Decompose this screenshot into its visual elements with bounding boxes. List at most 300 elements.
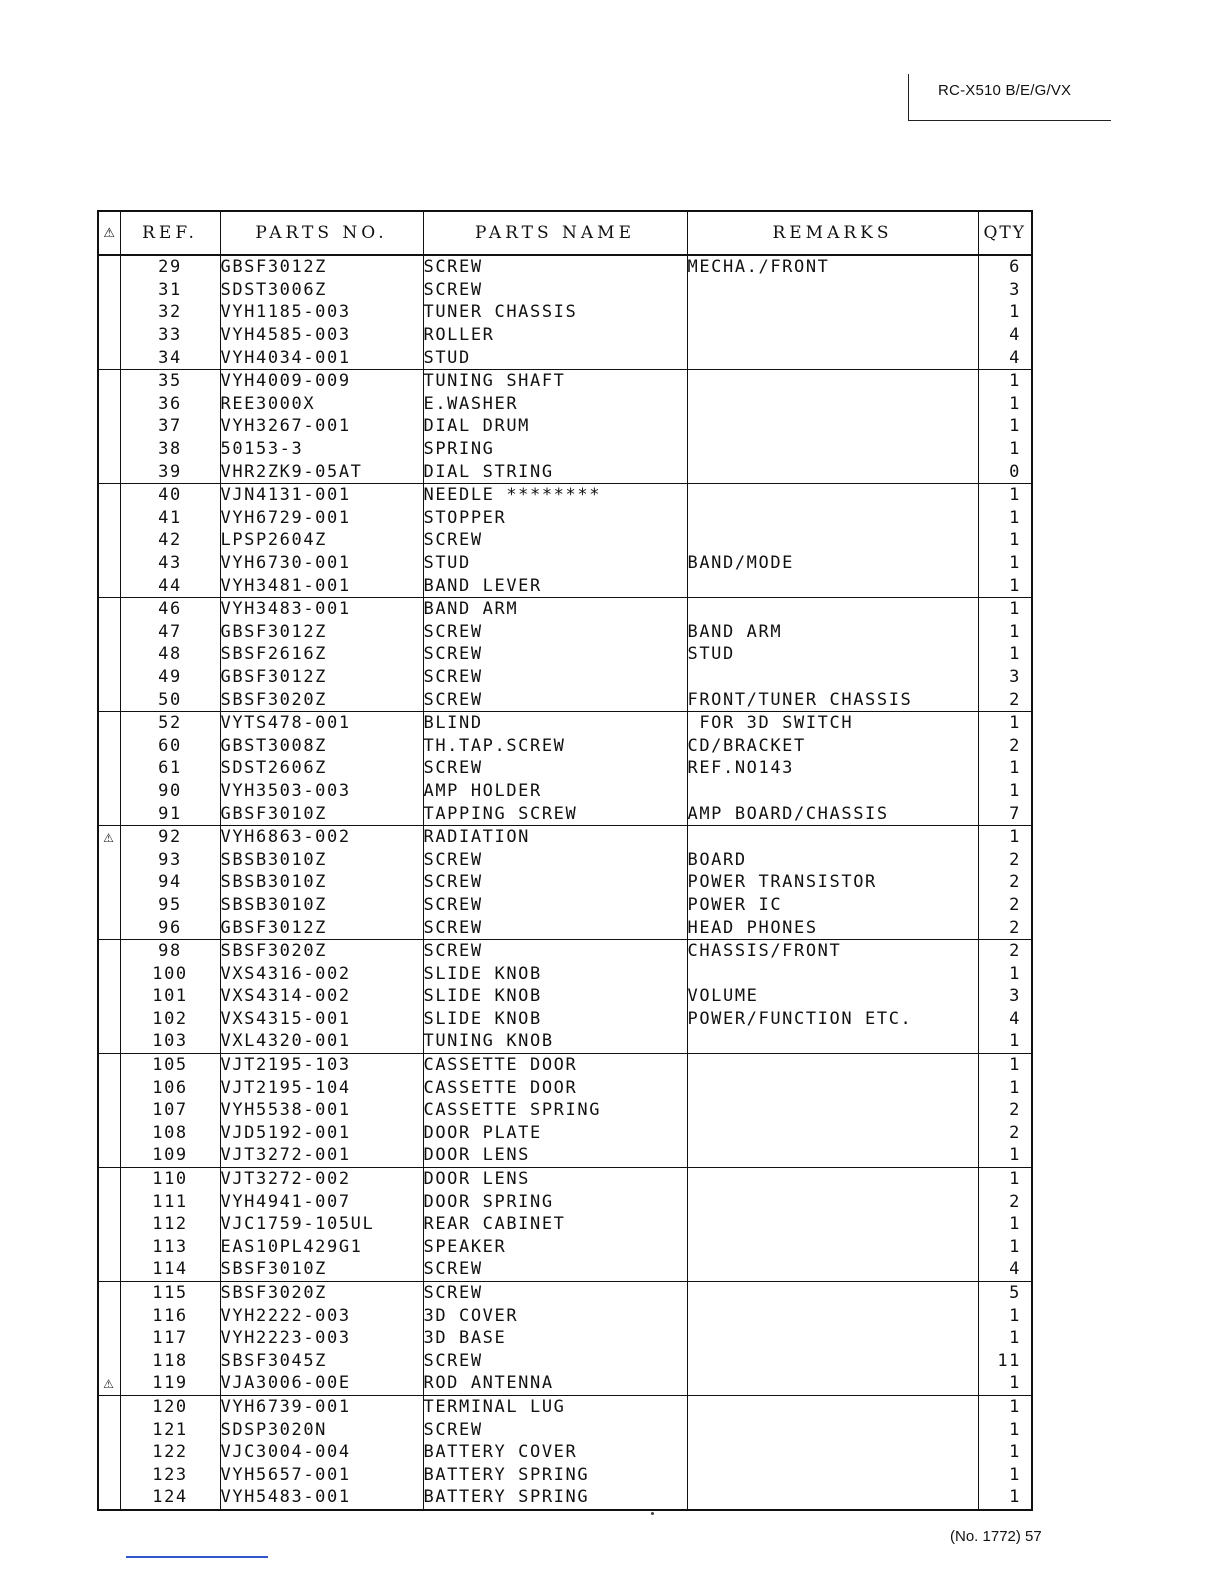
qty-cell: 2: [978, 1122, 1032, 1145]
qty-cell: 1: [978, 1236, 1032, 1259]
qty-cell: 2: [978, 1099, 1032, 1122]
parts-no-cell: GBSF3012Z: [220, 916, 423, 939]
parts-name-cell: BATTERY SPRING: [423, 1486, 687, 1510]
ref-cell: 119: [120, 1372, 220, 1395]
parts-no-cell: VYH4034-001: [220, 346, 423, 369]
table-row: [98, 962, 1032, 985]
qty-cell: 1: [978, 643, 1032, 666]
remarks-cell: [687, 666, 978, 689]
ref-cell: 36: [120, 393, 220, 416]
parts-no-cell: VYH3503-003: [220, 780, 423, 803]
table-row: [98, 1236, 1032, 1259]
remarks-cell: [687, 483, 978, 506]
page-number: (No. 1772) 57: [950, 1528, 1042, 1545]
remarks-cell: [687, 1327, 978, 1350]
ref-cell: 31: [120, 279, 220, 302]
safety-mark-icon: ⚠: [98, 825, 120, 848]
table-row: [98, 643, 1032, 666]
ref-header: REF.: [120, 211, 220, 255]
parts-no-cell: VJT2195-104: [220, 1076, 423, 1099]
parts-no-cell: GBSF3012Z: [220, 621, 423, 644]
table-row: [98, 597, 1032, 620]
remarks-cell: [687, 438, 978, 461]
ref-cell: 109: [120, 1144, 220, 1167]
qty-cell: 1: [978, 962, 1032, 985]
parts-no-cell: SBSB3010Z: [220, 894, 423, 917]
parts-name-cell: TUNING SHAFT: [423, 369, 687, 392]
safety-mark-icon: [98, 1350, 120, 1373]
safety-mark-icon: [98, 688, 120, 711]
safety-mark-icon: [98, 711, 120, 734]
remarks-cell: POWER/FUNCTION ETC.: [687, 1008, 978, 1031]
ref-cell: 98: [120, 939, 220, 962]
parts-no-cell: VJT3272-002: [220, 1167, 423, 1190]
parts-name-cell: SCREW: [423, 1281, 687, 1304]
parts-no-cell: VYTS478-001: [220, 711, 423, 734]
parts-name-cell: SCREW: [423, 688, 687, 711]
parts-name-cell: SCREW: [423, 757, 687, 780]
ref-cell: 90: [120, 780, 220, 803]
parts-name-cell: CASSETTE DOOR: [423, 1076, 687, 1099]
qty-cell: 6: [978, 255, 1032, 279]
ref-cell: 122: [120, 1441, 220, 1464]
table-row: [98, 1030, 1032, 1053]
safety-mark-icon: [98, 1236, 120, 1259]
table-row: [98, 871, 1032, 894]
safety-mark-icon: [98, 1463, 120, 1486]
remarks-cell: [687, 415, 978, 438]
table-row: [98, 1258, 1032, 1281]
table-header-row: [98, 211, 1032, 255]
remarks-cell: CD/BRACKET: [687, 734, 978, 757]
parts-no-cell: VYH6863-002: [220, 825, 423, 848]
table-row: [98, 1281, 1032, 1304]
ref-cell: 39: [120, 460, 220, 483]
parts-name-cell: SPEAKER: [423, 1236, 687, 1259]
table-row: [98, 1327, 1032, 1350]
safety-mark-icon: [98, 1258, 120, 1281]
qty-cell: 11: [978, 1350, 1032, 1373]
ref-cell: 52: [120, 711, 220, 734]
parts-name-cell: SCREW: [423, 939, 687, 962]
remarks-cell: [687, 1281, 978, 1304]
remarks-cell: [687, 301, 978, 324]
qty-cell: 1: [978, 1441, 1032, 1464]
remarks-cell: AMP BOARD/CHASSIS: [687, 802, 978, 825]
remarks-cell: [687, 1463, 978, 1486]
parts-no-cell: SBSF3020Z: [220, 939, 423, 962]
blue-underline: [126, 1556, 268, 1558]
parts-no-cell: SBSB3010Z: [220, 848, 423, 871]
parts-no-cell: VXS4314-002: [220, 985, 423, 1008]
remarks-cell: [687, 597, 978, 620]
parts-name-cell: DOOR LENS: [423, 1144, 687, 1167]
qty-cell: 1: [978, 1167, 1032, 1190]
ref-cell: 42: [120, 529, 220, 552]
safety-mark-icon: [98, 1122, 120, 1145]
parts-name-cell: SCREW: [423, 1350, 687, 1373]
qty-cell: 2: [978, 871, 1032, 894]
parts-no-cell: GBSF3012Z: [220, 255, 423, 279]
model-number: RC-X510 B/E/G/VX: [938, 82, 1072, 99]
qty-cell: 2: [978, 688, 1032, 711]
parts-name-cell: DIAL STRING: [423, 460, 687, 483]
qty-cell: 1: [978, 1030, 1032, 1053]
ref-cell: 40: [120, 483, 220, 506]
table-row: [98, 1099, 1032, 1122]
safety-mark-header: ⚠: [98, 211, 120, 255]
parts-no-cell: VYH1185-003: [220, 301, 423, 324]
remarks-cell: [687, 1441, 978, 1464]
table-row: [98, 848, 1032, 871]
parts-list-table: [97, 210, 1033, 1511]
table-row: [98, 985, 1032, 1008]
qty-cell: 1: [978, 301, 1032, 324]
ref-cell: 37: [120, 415, 220, 438]
safety-mark-icon: [98, 1327, 120, 1350]
remarks-cell: POWER IC: [687, 894, 978, 917]
ref-cell: 115: [120, 1281, 220, 1304]
qty-cell: 1: [978, 483, 1032, 506]
safety-mark-icon: [98, 780, 120, 803]
scan-dot: [651, 1512, 654, 1515]
safety-mark-icon: [98, 985, 120, 1008]
remarks-cell: BAND/MODE: [687, 552, 978, 575]
parts-name-cell: SCREW: [423, 643, 687, 666]
ref-cell: 103: [120, 1030, 220, 1053]
table-row: [98, 279, 1032, 302]
ref-cell: 32: [120, 301, 220, 324]
ref-cell: 35: [120, 369, 220, 392]
qty-cell: 1: [978, 1053, 1032, 1076]
safety-mark-icon: [98, 1190, 120, 1213]
parts-name-cell: TUNING KNOB: [423, 1030, 687, 1053]
table-row: [98, 574, 1032, 597]
ref-cell: 41: [120, 507, 220, 530]
parts-no-cell: VJA3006-00E: [220, 1372, 423, 1395]
remarks-cell: [687, 1213, 978, 1236]
qty-cell: 1: [978, 552, 1032, 575]
remarks-cell: [687, 369, 978, 392]
table-row: [98, 688, 1032, 711]
qty-cell: 3: [978, 279, 1032, 302]
parts-no-cell: VYH4941-007: [220, 1190, 423, 1213]
remarks-cell: [687, 1372, 978, 1395]
table-row: [98, 529, 1032, 552]
remarks-cell: [687, 346, 978, 369]
qty-header: QTY: [978, 211, 1032, 255]
parts-name-cell: BATTERY COVER: [423, 1441, 687, 1464]
ref-cell: 49: [120, 666, 220, 689]
remarks-cell: [687, 1122, 978, 1145]
qty-cell: 3: [978, 985, 1032, 1008]
qty-cell: 4: [978, 346, 1032, 369]
parts-no-cell: GBST3008Z: [220, 734, 423, 757]
table-row: [98, 1167, 1032, 1190]
parts-name-cell: SCREW: [423, 1258, 687, 1281]
table-row: [98, 346, 1032, 369]
parts-name-cell: BAND LEVER: [423, 574, 687, 597]
table-row: [98, 621, 1032, 644]
qty-cell: 1: [978, 1327, 1032, 1350]
safety-mark-icon: [98, 939, 120, 962]
table-row: [98, 369, 1032, 392]
ref-cell: 44: [120, 574, 220, 597]
parts-no-cell: SBSF3020Z: [220, 1281, 423, 1304]
parts-no-cell: VYH2223-003: [220, 1327, 423, 1350]
parts-no-header: PARTS NO.: [220, 211, 423, 255]
ref-cell: 93: [120, 848, 220, 871]
parts-no-cell: VXL4320-001: [220, 1030, 423, 1053]
safety-mark-icon: [98, 255, 120, 279]
table-row: [98, 1076, 1032, 1099]
safety-mark-icon: [98, 529, 120, 552]
ref-cell: 47: [120, 621, 220, 644]
safety-mark-icon: [98, 393, 120, 416]
qty-cell: 2: [978, 848, 1032, 871]
parts-name-cell: DIAL DRUM: [423, 415, 687, 438]
parts-no-cell: VYH3481-001: [220, 574, 423, 597]
safety-mark-icon: [98, 1053, 120, 1076]
safety-mark-icon: [98, 1486, 120, 1510]
ref-cell: 95: [120, 894, 220, 917]
remarks-cell: [687, 574, 978, 597]
safety-mark-icon: [98, 1167, 120, 1190]
parts-no-cell: VYH4009-009: [220, 369, 423, 392]
safety-mark-icon: [98, 1008, 120, 1031]
ref-cell: 114: [120, 1258, 220, 1281]
table-row: [98, 415, 1032, 438]
qty-cell: 1: [978, 711, 1032, 734]
parts-name-header: PARTS NAME: [423, 211, 687, 255]
qty-cell: 1: [978, 1304, 1032, 1327]
parts-name-cell: SCREW: [423, 871, 687, 894]
safety-mark-icon: [98, 346, 120, 369]
qty-cell: 1: [978, 438, 1032, 461]
parts-name-cell: RADIATION: [423, 825, 687, 848]
ref-cell: 107: [120, 1099, 220, 1122]
qty-cell: 1: [978, 1463, 1032, 1486]
remarks-cell: [687, 1076, 978, 1099]
remarks-cell: CHASSIS/FRONT: [687, 939, 978, 962]
table-row: [98, 666, 1032, 689]
safety-mark-icon: [98, 1076, 120, 1099]
remarks-cell: VOLUME: [687, 985, 978, 1008]
safety-mark-icon: [98, 871, 120, 894]
qty-cell: 2: [978, 894, 1032, 917]
parts-name-cell: ROD ANTENNA: [423, 1372, 687, 1395]
safety-mark-icon: [98, 415, 120, 438]
remarks-cell: [687, 279, 978, 302]
parts-name-cell: CASSETTE DOOR: [423, 1053, 687, 1076]
parts-no-cell: SDST2606Z: [220, 757, 423, 780]
parts-name-cell: DOOR SPRING: [423, 1190, 687, 1213]
ref-cell: 33: [120, 324, 220, 347]
parts-no-cell: SBSF3010Z: [220, 1258, 423, 1281]
table-row: [98, 1372, 1032, 1395]
safety-mark-icon: [98, 621, 120, 644]
parts-no-cell: VYH5657-001: [220, 1463, 423, 1486]
parts-name-cell: DOOR LENS: [423, 1167, 687, 1190]
qty-cell: 2: [978, 939, 1032, 962]
table-row: [98, 1486, 1032, 1510]
parts-name-cell: STUD: [423, 346, 687, 369]
table-row: [98, 438, 1032, 461]
safety-mark-icon: [98, 848, 120, 871]
table-row: [98, 1053, 1032, 1076]
parts-no-cell: EAS10PL429G1: [220, 1236, 423, 1259]
qty-cell: 1: [978, 574, 1032, 597]
table-row: [98, 939, 1032, 962]
parts-name-cell: 3D BASE: [423, 1327, 687, 1350]
remarks-cell: FRONT/TUNER CHASSIS: [687, 688, 978, 711]
parts-name-cell: STOPPER: [423, 507, 687, 530]
safety-mark-icon: [98, 666, 120, 689]
parts-no-cell: LPSP2604Z: [220, 529, 423, 552]
safety-mark-icon: [98, 483, 120, 506]
parts-no-cell: VYH6729-001: [220, 507, 423, 530]
ref-cell: 46: [120, 597, 220, 620]
qty-cell: 1: [978, 393, 1032, 416]
ref-cell: 105: [120, 1053, 220, 1076]
table-row: [98, 1463, 1032, 1486]
table-row: [98, 552, 1032, 575]
table-row: [98, 780, 1032, 803]
qty-cell: 1: [978, 621, 1032, 644]
table-row: [98, 711, 1032, 734]
remarks-cell: REF.NO143: [687, 757, 978, 780]
parts-no-cell: VJN4131-001: [220, 483, 423, 506]
qty-cell: 1: [978, 529, 1032, 552]
ref-cell: 50: [120, 688, 220, 711]
qty-cell: 0: [978, 460, 1032, 483]
ref-cell: 60: [120, 734, 220, 757]
qty-cell: 5: [978, 1281, 1032, 1304]
remarks-cell: [687, 507, 978, 530]
parts-table-body: [98, 255, 1032, 1510]
parts-name-cell: SCREW: [423, 279, 687, 302]
parts-name-cell: SCREW: [423, 255, 687, 279]
table-row: [98, 255, 1032, 279]
remarks-cell: BAND ARM: [687, 621, 978, 644]
safety-mark-icon: [98, 574, 120, 597]
safety-mark-icon: [98, 802, 120, 825]
ref-cell: 108: [120, 1122, 220, 1145]
safety-mark-icon: [98, 1304, 120, 1327]
remarks-cell: [687, 460, 978, 483]
parts-no-cell: VJD5192-001: [220, 1122, 423, 1145]
parts-no-cell: VYH5483-001: [220, 1486, 423, 1510]
ref-cell: 110: [120, 1167, 220, 1190]
ref-cell: 111: [120, 1190, 220, 1213]
qty-cell: 1: [978, 1076, 1032, 1099]
safety-mark-icon: [98, 962, 120, 985]
qty-cell: 4: [978, 1258, 1032, 1281]
parts-no-cell: SBSF3020Z: [220, 688, 423, 711]
parts-name-cell: TH.TAP.SCREW: [423, 734, 687, 757]
parts-name-cell: SPRING: [423, 438, 687, 461]
ref-cell: 121: [120, 1418, 220, 1441]
table-row: [98, 802, 1032, 825]
safety-mark-icon: [98, 460, 120, 483]
safety-mark-icon: ⚠: [98, 1372, 120, 1395]
remarks-cell: [687, 1395, 978, 1418]
table-row: [98, 324, 1032, 347]
remarks-cell: [687, 1167, 978, 1190]
table-row: [98, 1418, 1032, 1441]
ref-cell: 38: [120, 438, 220, 461]
parts-name-cell: SCREW: [423, 848, 687, 871]
safety-mark-icon: [98, 438, 120, 461]
remarks-cell: POWER TRANSISTOR: [687, 871, 978, 894]
table-row: [98, 1144, 1032, 1167]
parts-no-cell: VJT2195-103: [220, 1053, 423, 1076]
ref-cell: 117: [120, 1327, 220, 1350]
remarks-cell: [687, 1030, 978, 1053]
table-row: [98, 894, 1032, 917]
table-row: [98, 393, 1032, 416]
ref-cell: 118: [120, 1350, 220, 1373]
parts-no-cell: VYH6739-001: [220, 1395, 423, 1418]
parts-no-cell: VYH3267-001: [220, 415, 423, 438]
parts-no-cell: VYH5538-001: [220, 1099, 423, 1122]
safety-mark-icon: [98, 301, 120, 324]
safety-mark-icon: [98, 1441, 120, 1464]
ref-cell: 120: [120, 1395, 220, 1418]
table-row: [98, 1304, 1032, 1327]
parts-no-cell: VJC1759-105UL: [220, 1213, 423, 1236]
table-row: [98, 757, 1032, 780]
parts-no-cell: 50153-3: [220, 438, 423, 461]
parts-name-cell: SCREW: [423, 621, 687, 644]
parts-no-cell: VYH4585-003: [220, 324, 423, 347]
parts-no-cell: GBSF3012Z: [220, 666, 423, 689]
parts-name-cell: AMP HOLDER: [423, 780, 687, 803]
ref-cell: 48: [120, 643, 220, 666]
safety-mark-icon: [98, 1395, 120, 1418]
qty-cell: 1: [978, 1144, 1032, 1167]
qty-cell: 1: [978, 597, 1032, 620]
parts-no-cell: SBSF3045Z: [220, 1350, 423, 1373]
ref-cell: 116: [120, 1304, 220, 1327]
qty-cell: 1: [978, 1486, 1032, 1510]
qty-cell: 1: [978, 825, 1032, 848]
table-row: [98, 734, 1032, 757]
parts-no-cell: SDST3006Z: [220, 279, 423, 302]
ref-cell: 43: [120, 552, 220, 575]
qty-cell: 4: [978, 1008, 1032, 1031]
qty-cell: 4: [978, 324, 1032, 347]
safety-mark-icon: [98, 369, 120, 392]
parts-name-cell: DOOR PLATE: [423, 1122, 687, 1145]
remarks-cell: [687, 1190, 978, 1213]
parts-name-cell: BLIND: [423, 711, 687, 734]
ref-cell: 34: [120, 346, 220, 369]
safety-mark-icon: [98, 279, 120, 302]
table-row: [98, 1213, 1032, 1236]
remarks-cell: FOR 3D SWITCH: [687, 711, 978, 734]
qty-cell: 2: [978, 1190, 1032, 1213]
qty-cell: 1: [978, 780, 1032, 803]
ref-cell: 112: [120, 1213, 220, 1236]
remarks-cell: [687, 1053, 978, 1076]
remarks-cell: [687, 962, 978, 985]
parts-no-cell: VJT3272-001: [220, 1144, 423, 1167]
parts-name-cell: REAR CABINET: [423, 1213, 687, 1236]
remarks-cell: [687, 1236, 978, 1259]
remarks-cell: MECHA./FRONT: [687, 255, 978, 279]
parts-name-cell: BAND ARM: [423, 597, 687, 620]
